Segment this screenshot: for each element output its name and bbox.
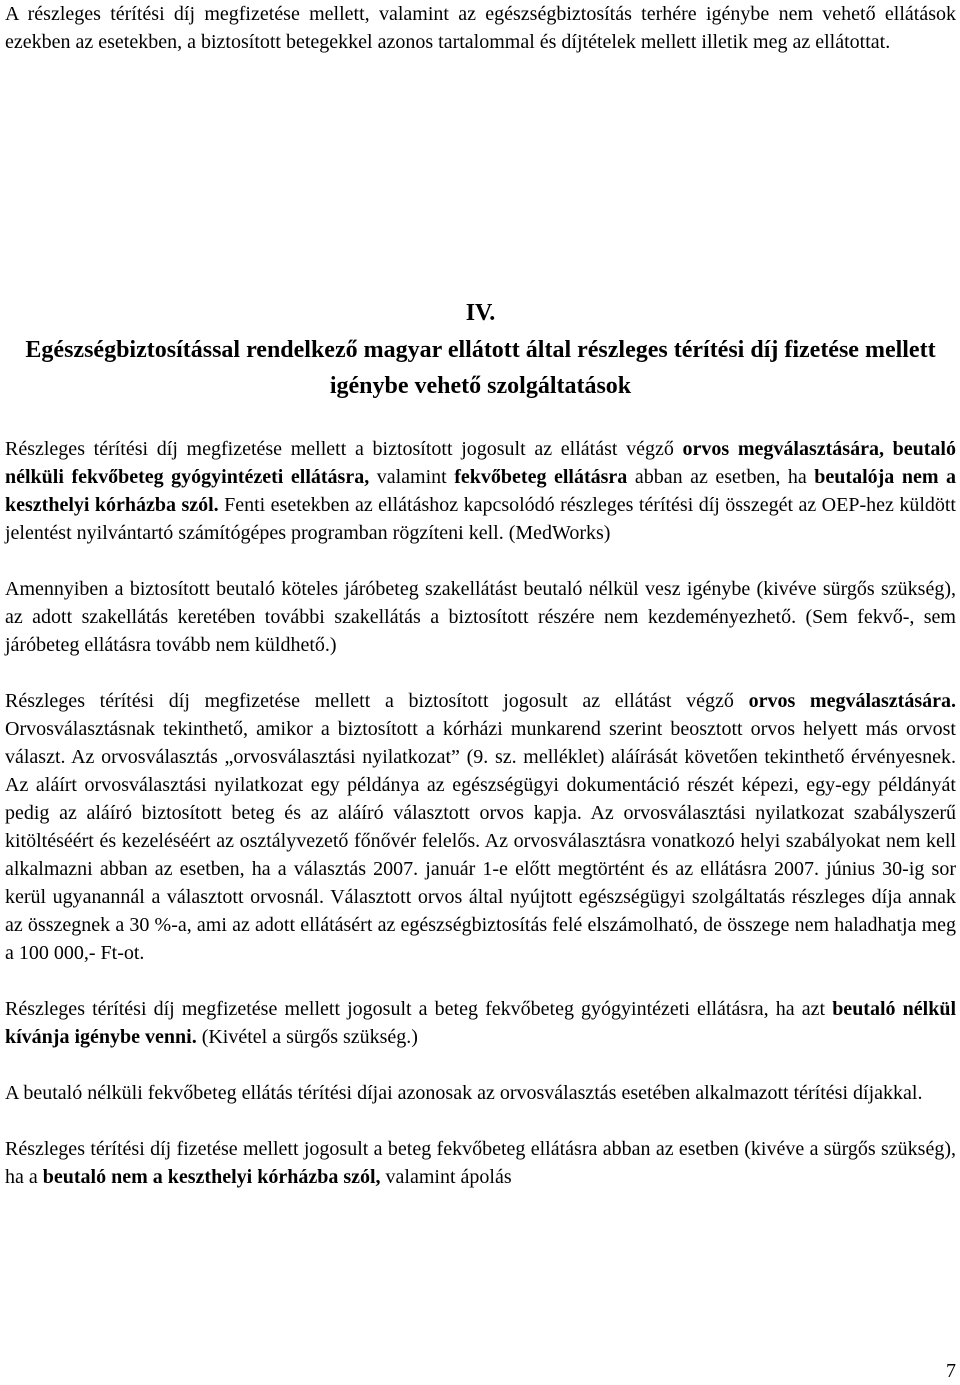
paragraph-referral-required: Amennyiben a biztosított beutaló köteles járóbeteg szakellátást beutaló nélkül vesz igénybe (kivéve sürgős szükség), az adott szakellátás keretében további szakellátás a biztosított részére nem kezdeményezhető. (Sem fekvő-, sem járóbeteg ellátásra tovább nem küldhető.)	[5, 578, 956, 656]
text-run: Fenti esetekben az ellátáshoz kapcsolódó részleges térítési díj összegét az OEP-hez küldött jelentést nyilvántartó számítógépes programban rögzíteni kell. (MedWorks)	[5, 494, 956, 544]
text-run: valamint ápolás	[380, 1166, 512, 1188]
intro-paragraph: A részleges térítési díj megfizetése mellett, valamint az egészségbiztosítás terhére igénybe nem vehető ellátások ezekben az esetekben, a biztosított betegekkel azonos tartalommal és díjtételek mellett illetik meg az ellátottat.	[5, 3, 956, 53]
paragraph-other-hospital-referral	[5, 1135, 956, 1191]
paragraph-partial-fee-rights	[5, 435, 956, 547]
section-number: IV.	[465, 300, 496, 326]
text-run: Részleges térítési díj megfizetése mellett a biztosított jogosult az ellátást végző	[5, 690, 749, 712]
bold-run: orvos megválasztására, beutaló nélküli fekvőbeteg gyógyintézeti ellátásra,	[5, 438, 956, 488]
paragraph-doctor-choice	[5, 687, 956, 967]
page-number: 7	[946, 1360, 956, 1382]
text-run: abban az esetben, ha	[627, 466, 815, 488]
section-title: Egészségbiztosítással rendelkező magyar ellátott által részleges térítési díj fizetése mellett igénybe vehető szolgáltatások	[25, 337, 936, 399]
paragraph-fees-equal: A beutaló nélküli fekvőbeteg ellátás térítési díjai azonosak az orvosválasztás esetében alkalmazott térítési díjakkal.	[5, 1082, 923, 1104]
text-run: valamint	[369, 466, 455, 488]
bold-run: fekvőbeteg ellátásra	[454, 466, 628, 488]
bold-run: beutalója nem a keszthelyi kórházba szól.	[5, 466, 957, 516]
bold-run: beutaló nem a keszthelyi kórházba szól,	[42, 1166, 381, 1188]
text-run: (Kivétel a sürgős szükség.)	[196, 1026, 418, 1048]
bold-run: beutaló nélkül kívánja igénybe venni.	[5, 998, 957, 1048]
bold-run: orvos megválasztására.	[748, 690, 956, 712]
paragraph-no-referral	[5, 995, 956, 1051]
text-run: Részleges térítési díj megfizetése mellett jogosult a beteg fekvőbeteg gyógyintézeti ellátásra, ha azt	[5, 998, 833, 1020]
text-run: Részleges térítési díj megfizetése mellett a biztosított jogosult az ellátást végző	[5, 438, 683, 460]
document-page	[5, 0, 956, 1191]
text-run: Részleges térítési díj fizetése mellett jogosult a beteg fekvőbeteg ellátásra abban az esetben (kivéve a sürgős szükség), ha a	[5, 1138, 956, 1188]
text-run: Orvosválasztásnak tekinthető, amikor a biztosított a kórházi munkarend szerint beosztott orvos helyett más orvost választ. Az orvosválasztás „orvosválasztási nyilatkozat” (9. sz. melléklet) aláírását követően tekinthető érvényesnek. Az aláírt orvosválasztási nyilatkozat egy példánya az egészségügyi dokumentáció részét képezi, egy-egy példányát pedig az aláíró biztosított beteg és az aláíró választott orvos kapja. Az orvosválasztási nyilatkozat szabályszerű kitöltéséért és kezeléséért az osztályvezető főnővér felelős. Az orvosválasztásra vonatkozó helyi szabályokat nem kell alkalmazni abban az esetben, ha a választás 2007. január 1-e előtt megtörtént és az ellátásra 2007. június 30-ig sor kerül ugyanannál a választott orvosnál. Választott orvos által nyújtott egészségügyi szolgáltatás részleges díja annak az összegnek a 30 %-a, ami az adott ellátásért az egészségbiztosítás felé elszámolható, de összege nem haladhatja meg a 100 000,- Ft-ot.	[5, 718, 956, 964]
